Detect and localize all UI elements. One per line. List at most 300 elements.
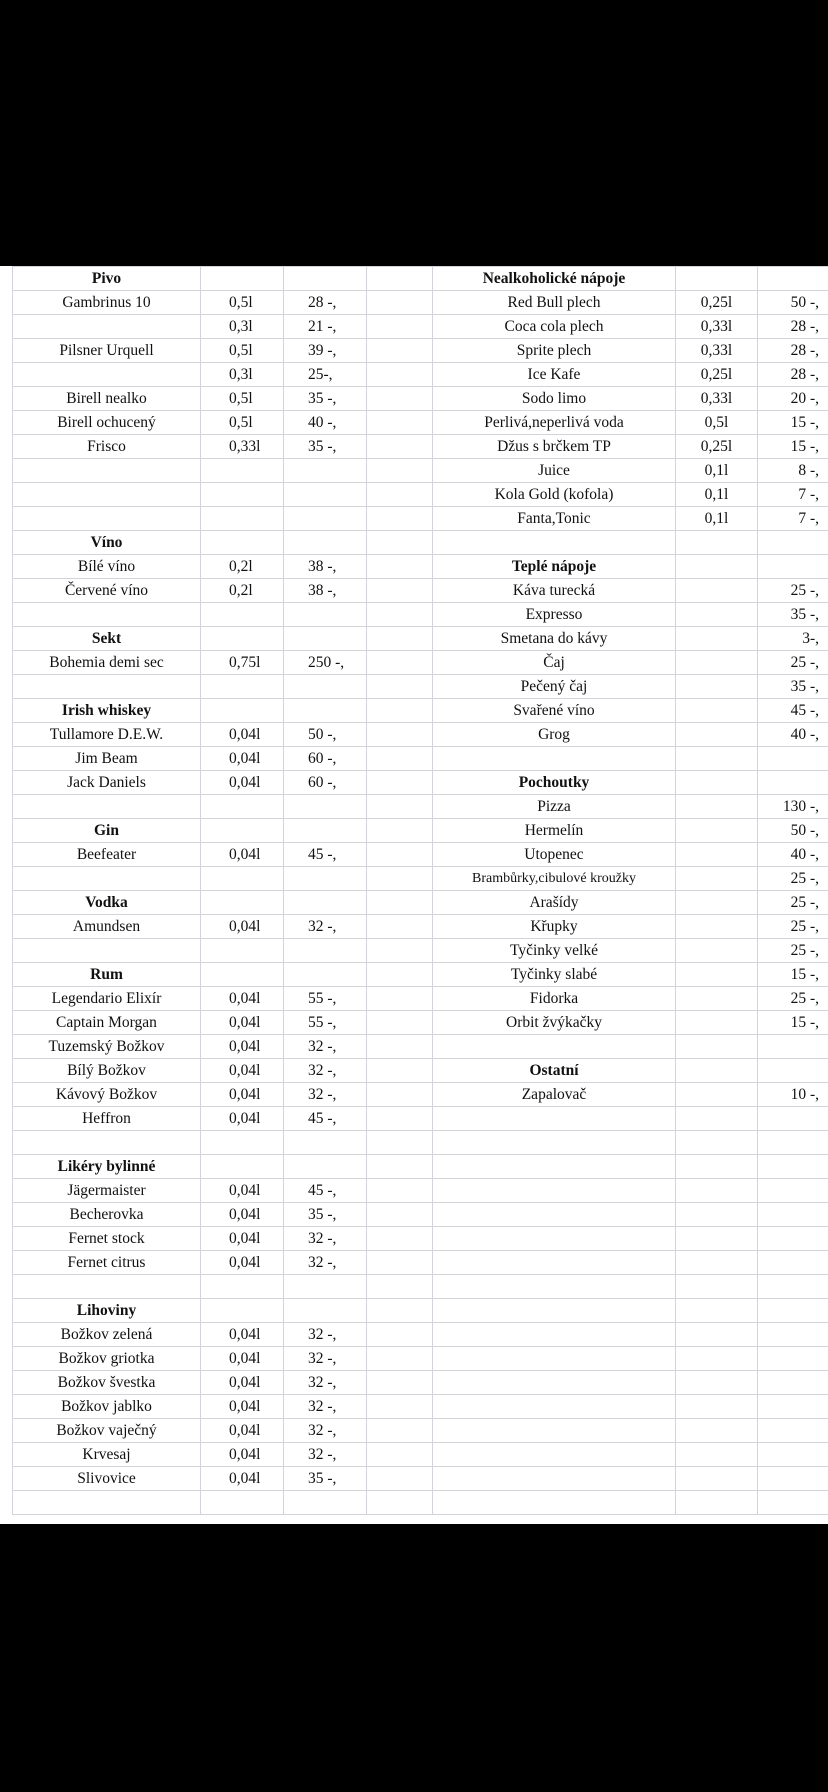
item-price: 15 -,: [758, 1011, 828, 1035]
empty-cell: [758, 1395, 828, 1419]
item-name: Jägermaister: [13, 1179, 201, 1203]
item-volume: [676, 915, 758, 939]
empty-cell: [201, 795, 284, 819]
item-volume: [676, 795, 758, 819]
item-price: 25 -,: [758, 987, 828, 1011]
empty-cell: [758, 267, 828, 291]
spacer-cell: [367, 1203, 433, 1227]
item-volume: 0,04l: [201, 1035, 284, 1059]
empty-cell: [284, 699, 367, 723]
item-price: 8 -,: [758, 459, 828, 483]
item-name: Džus s brčkem TP: [433, 435, 676, 459]
item-price: 32 -,: [284, 1035, 367, 1059]
spacer-cell: [367, 699, 433, 723]
item-volume: 0,04l: [201, 1059, 284, 1083]
item-price: 35 -,: [758, 675, 828, 699]
item-name: Čaj: [433, 651, 676, 675]
table-row: [13, 915, 828, 939]
table-row: [13, 1107, 828, 1131]
empty-cell: [758, 1491, 828, 1515]
empty-cell: [758, 1227, 828, 1251]
item-volume: 0,04l: [201, 1467, 284, 1491]
empty-cell: [284, 531, 367, 555]
spacer-cell: [367, 627, 433, 651]
empty-cell: [433, 1107, 676, 1131]
empty-cell: [284, 1299, 367, 1323]
empty-cell: [758, 747, 828, 771]
table-row: [13, 1419, 828, 1443]
spacer-cell: [367, 1179, 433, 1203]
item-name: Božkov zelená: [13, 1323, 201, 1347]
empty-cell: [201, 531, 284, 555]
empty-cell: [758, 1131, 828, 1155]
spacer-cell: [367, 267, 433, 291]
item-name: [13, 315, 201, 339]
empty-cell: [433, 1203, 676, 1227]
item-price: 32 -,: [284, 1251, 367, 1275]
item-volume: [676, 819, 758, 843]
item-price: 40 -,: [284, 411, 367, 435]
item-price: 45 -,: [284, 843, 367, 867]
table-row: [13, 627, 828, 651]
empty-cell: [284, 819, 367, 843]
item-volume: 0,04l: [201, 1443, 284, 1467]
spacer-cell: [367, 1323, 433, 1347]
empty-cell: [201, 867, 284, 891]
item-volume: 0,04l: [201, 1323, 284, 1347]
item-price: 15 -,: [758, 963, 828, 987]
spacer-cell: [367, 675, 433, 699]
empty-cell: [433, 1251, 676, 1275]
spacer-cell: [367, 1371, 433, 1395]
empty-cell: [758, 771, 828, 795]
price-list-rows: [13, 267, 828, 1515]
item-price: 15 -,: [758, 411, 828, 435]
empty-cell: [676, 1419, 758, 1443]
item-volume: 0,04l: [201, 1083, 284, 1107]
item-volume: [676, 867, 758, 891]
table-row: [13, 1227, 828, 1251]
table-row: [13, 699, 828, 723]
spacer-cell: [367, 363, 433, 387]
spacer-cell: [367, 1155, 433, 1179]
table-row: [13, 1059, 828, 1083]
table-row: [13, 1011, 828, 1035]
item-name: Red Bull plech: [433, 291, 676, 315]
table-row: [13, 339, 828, 363]
table-row: [13, 387, 828, 411]
spacer-cell: [367, 723, 433, 747]
item-name: Hermelín: [433, 819, 676, 843]
item-volume: 0,25l: [676, 363, 758, 387]
empty-cell: [284, 483, 367, 507]
empty-cell: [201, 939, 284, 963]
table-row: [13, 1083, 828, 1107]
item-price: 32 -,: [284, 1419, 367, 1443]
empty-cell: [676, 1203, 758, 1227]
spacer-cell: [367, 459, 433, 483]
item-name: Slivovice: [13, 1467, 201, 1491]
item-price: 50 -,: [284, 723, 367, 747]
table-row: [13, 1467, 828, 1491]
spacer-cell: [367, 939, 433, 963]
empty-cell: [284, 1131, 367, 1155]
empty-cell: [201, 1131, 284, 1155]
item-volume: 0,04l: [201, 747, 284, 771]
section-title: Nealkoholické nápoje: [433, 267, 676, 291]
item-name: Beefeater: [13, 843, 201, 867]
empty-cell: [284, 867, 367, 891]
item-volume: 0,33l: [676, 339, 758, 363]
spacer-cell: [367, 1035, 433, 1059]
empty-cell: [201, 699, 284, 723]
empty-cell: [201, 675, 284, 699]
spacer-cell: [367, 1059, 433, 1083]
item-volume: 0,04l: [201, 843, 284, 867]
item-price: 32 -,: [284, 1323, 367, 1347]
table-row: [13, 1251, 828, 1275]
table-row: [13, 939, 828, 963]
empty-cell: [284, 603, 367, 627]
item-name: Fanta,Tonic: [433, 507, 676, 531]
empty-cell: [433, 1419, 676, 1443]
table-row: [13, 363, 828, 387]
empty-cell: [201, 963, 284, 987]
empty-cell: [676, 1155, 758, 1179]
empty-cell: [676, 1275, 758, 1299]
item-name: Pilsner Urquell: [13, 339, 201, 363]
item-volume: 0,04l: [201, 1347, 284, 1371]
empty-cell: [201, 267, 284, 291]
item-price: 39 -,: [284, 339, 367, 363]
table-row: [13, 1371, 828, 1395]
item-name: [13, 363, 201, 387]
table-row: [13, 867, 828, 891]
item-price: 32 -,: [284, 915, 367, 939]
item-volume: [676, 1011, 758, 1035]
empty-cell: [13, 1131, 201, 1155]
spacer-cell: [367, 891, 433, 915]
empty-cell: [758, 1467, 828, 1491]
item-price: 25 -,: [758, 651, 828, 675]
empty-cell: [201, 507, 284, 531]
spacer-cell: [367, 1083, 433, 1107]
item-name: Kola Gold (kofola): [433, 483, 676, 507]
empty-cell: [433, 1227, 676, 1251]
empty-cell: [201, 819, 284, 843]
item-name: Bohemia demi sec: [13, 651, 201, 675]
item-price: 38 -,: [284, 555, 367, 579]
item-name: Fernet citrus: [13, 1251, 201, 1275]
table-row: [13, 747, 828, 771]
spacer-cell: [367, 603, 433, 627]
item-volume: 0,04l: [201, 723, 284, 747]
empty-cell: [758, 1323, 828, 1347]
item-price: 45 -,: [758, 699, 828, 723]
empty-cell: [433, 1155, 676, 1179]
item-price: 55 -,: [284, 987, 367, 1011]
empty-cell: [201, 459, 284, 483]
item-name: Amundsen: [13, 915, 201, 939]
section-title: Pivo: [13, 267, 201, 291]
empty-cell: [13, 483, 201, 507]
item-volume: 0,1l: [676, 507, 758, 531]
item-price: 60 -,: [284, 771, 367, 795]
item-name: Frisco: [13, 435, 201, 459]
empty-cell: [433, 1275, 676, 1299]
item-price: 7 -,: [758, 483, 828, 507]
empty-cell: [676, 1251, 758, 1275]
empty-cell: [676, 1179, 758, 1203]
empty-cell: [676, 1395, 758, 1419]
item-volume: [676, 891, 758, 915]
empty-cell: [758, 531, 828, 555]
item-price: 130 -,: [758, 795, 828, 819]
table-row: [13, 819, 828, 843]
item-price: 20 -,: [758, 387, 828, 411]
item-name: Juice: [433, 459, 676, 483]
item-name: Bílý Božkov: [13, 1059, 201, 1083]
spacer-cell: [367, 771, 433, 795]
empty-cell: [676, 771, 758, 795]
section-title: Víno: [13, 531, 201, 555]
item-price: 35 -,: [284, 1467, 367, 1491]
item-name: Arašídy: [433, 891, 676, 915]
item-name: Zapalovač: [433, 1083, 676, 1107]
section-title: Pochoutky: [433, 771, 676, 795]
spacer-cell: [367, 483, 433, 507]
item-price: 40 -,: [758, 723, 828, 747]
empty-cell: [13, 507, 201, 531]
item-volume: 0,25l: [676, 291, 758, 315]
item-volume: 0,5l: [201, 339, 284, 363]
item-volume: 0,04l: [201, 1227, 284, 1251]
item-name: Svařené víno: [433, 699, 676, 723]
table-row: [13, 1443, 828, 1467]
empty-cell: [284, 459, 367, 483]
item-price: 55 -,: [284, 1011, 367, 1035]
item-volume: 0,04l: [201, 915, 284, 939]
empty-cell: [758, 1035, 828, 1059]
spacer-cell: [367, 1011, 433, 1035]
item-price: 35 -,: [284, 1203, 367, 1227]
item-name: Fidorka: [433, 987, 676, 1011]
item-price: 50 -,: [758, 291, 828, 315]
item-name: Božkov griotka: [13, 1347, 201, 1371]
empty-cell: [284, 1491, 367, 1515]
item-name: Káva turecká: [433, 579, 676, 603]
spacer-cell: [367, 915, 433, 939]
table-row: [13, 603, 828, 627]
item-name: Brambůrky,cibulové kroužky: [433, 867, 676, 891]
item-name: Tyčinky velké: [433, 939, 676, 963]
empty-cell: [284, 675, 367, 699]
item-name: Tyčinky slabé: [433, 963, 676, 987]
item-volume: 0,04l: [201, 1419, 284, 1443]
empty-cell: [284, 891, 367, 915]
empty-cell: [201, 627, 284, 651]
item-name: Pečený čaj: [433, 675, 676, 699]
empty-cell: [758, 1251, 828, 1275]
table-row: [13, 531, 828, 555]
table-row: [13, 1035, 828, 1059]
spacer-cell: [367, 651, 433, 675]
empty-cell: [676, 267, 758, 291]
item-price: 38 -,: [284, 579, 367, 603]
table-row: [13, 555, 828, 579]
table-row: [13, 1131, 828, 1155]
item-volume: [676, 987, 758, 1011]
item-volume: 0,04l: [201, 771, 284, 795]
empty-cell: [758, 555, 828, 579]
empty-cell: [676, 1467, 758, 1491]
item-name: Legendario Elixír: [13, 987, 201, 1011]
empty-cell: [758, 1059, 828, 1083]
empty-cell: [433, 1299, 676, 1323]
item-volume: [676, 1083, 758, 1107]
table-row: [13, 1179, 828, 1203]
spacer-cell: [367, 435, 433, 459]
item-name: Tuzemský Božkov: [13, 1035, 201, 1059]
item-name: Božkov jablko: [13, 1395, 201, 1419]
empty-cell: [201, 1155, 284, 1179]
item-volume: 0,04l: [201, 1011, 284, 1035]
item-volume: [676, 579, 758, 603]
item-volume: 0,5l: [201, 411, 284, 435]
empty-cell: [201, 1299, 284, 1323]
item-price: 40 -,: [758, 843, 828, 867]
item-name: Bílé víno: [13, 555, 201, 579]
table-row: [13, 579, 828, 603]
empty-cell: [433, 1347, 676, 1371]
item-volume: 0,04l: [201, 1371, 284, 1395]
item-volume: 0,3l: [201, 363, 284, 387]
item-name: Gambrinus 10: [13, 291, 201, 315]
spacer-cell: [367, 1419, 433, 1443]
item-name: Becherovka: [13, 1203, 201, 1227]
empty-cell: [758, 1107, 828, 1131]
empty-cell: [676, 531, 758, 555]
item-volume: 0,04l: [201, 1395, 284, 1419]
empty-cell: [433, 1371, 676, 1395]
item-price: 35 -,: [284, 435, 367, 459]
section-title: Sekt: [13, 627, 201, 651]
table-row: [13, 507, 828, 531]
item-price: 32 -,: [284, 1083, 367, 1107]
table-row: [13, 675, 828, 699]
table-row: [13, 291, 828, 315]
table-row: [13, 483, 828, 507]
empty-cell: [284, 795, 367, 819]
item-name: Birell nealko: [13, 387, 201, 411]
spacer-cell: [367, 1227, 433, 1251]
item-price: 25 -,: [758, 867, 828, 891]
spacer-cell: [367, 1491, 433, 1515]
item-name: Jim Beam: [13, 747, 201, 771]
item-price: 10 -,: [758, 1083, 828, 1107]
table-row: [13, 315, 828, 339]
empty-cell: [676, 747, 758, 771]
spacer-cell: [367, 819, 433, 843]
item-price: 28 -,: [758, 315, 828, 339]
item-volume: 0,1l: [676, 459, 758, 483]
spacer-cell: [367, 579, 433, 603]
empty-cell: [201, 1491, 284, 1515]
empty-cell: [284, 507, 367, 531]
empty-cell: [676, 1131, 758, 1155]
item-volume: 0,5l: [676, 411, 758, 435]
table-row: [13, 1491, 828, 1515]
item-price: 32 -,: [284, 1395, 367, 1419]
empty-cell: [433, 1443, 676, 1467]
empty-cell: [201, 483, 284, 507]
section-title: Lihoviny: [13, 1299, 201, 1323]
item-price: 32 -,: [284, 1443, 367, 1467]
item-name: Expresso: [433, 603, 676, 627]
table-row: [13, 1299, 828, 1323]
item-name: Tullamore D.E.W.: [13, 723, 201, 747]
empty-cell: [433, 1035, 676, 1059]
empty-cell: [758, 1275, 828, 1299]
item-name: Krvesaj: [13, 1443, 201, 1467]
empty-cell: [13, 795, 201, 819]
item-name: Perlivá,neperlivá voda: [433, 411, 676, 435]
spacer-cell: [367, 1131, 433, 1155]
empty-cell: [433, 1179, 676, 1203]
spacer-cell: [367, 747, 433, 771]
spacer-cell: [367, 963, 433, 987]
spacer-cell: [367, 387, 433, 411]
item-volume: 0,75l: [201, 651, 284, 675]
empty-cell: [433, 1491, 676, 1515]
item-price: 32 -,: [284, 1227, 367, 1251]
empty-cell: [676, 1323, 758, 1347]
item-price: 25-,: [284, 363, 367, 387]
item-name: Božkov švestka: [13, 1371, 201, 1395]
item-price: 35 -,: [284, 387, 367, 411]
table-row: [13, 1323, 828, 1347]
empty-cell: [676, 555, 758, 579]
spacer-cell: [367, 339, 433, 363]
empty-cell: [284, 1155, 367, 1179]
spacer-cell: [367, 1299, 433, 1323]
section-title: Gin: [13, 819, 201, 843]
empty-cell: [284, 627, 367, 651]
spacer-cell: [367, 1347, 433, 1371]
item-price: 32 -,: [284, 1059, 367, 1083]
spacer-cell: [367, 507, 433, 531]
item-volume: [676, 843, 758, 867]
empty-cell: [676, 1347, 758, 1371]
spacer-cell: [367, 315, 433, 339]
item-price: 45 -,: [284, 1107, 367, 1131]
empty-cell: [676, 1227, 758, 1251]
item-name: Coca cola plech: [433, 315, 676, 339]
empty-cell: [676, 1443, 758, 1467]
item-volume: 0,33l: [676, 387, 758, 411]
spacer-cell: [367, 1251, 433, 1275]
item-price: 50 -,: [758, 819, 828, 843]
empty-cell: [13, 867, 201, 891]
empty-cell: [758, 1179, 828, 1203]
item-price: 28 -,: [284, 291, 367, 315]
empty-cell: [13, 1275, 201, 1299]
item-name: Smetana do kávy: [433, 627, 676, 651]
section-title: Rum: [13, 963, 201, 987]
spacer-cell: [367, 411, 433, 435]
item-price: 25 -,: [758, 579, 828, 603]
table-row: [13, 723, 828, 747]
